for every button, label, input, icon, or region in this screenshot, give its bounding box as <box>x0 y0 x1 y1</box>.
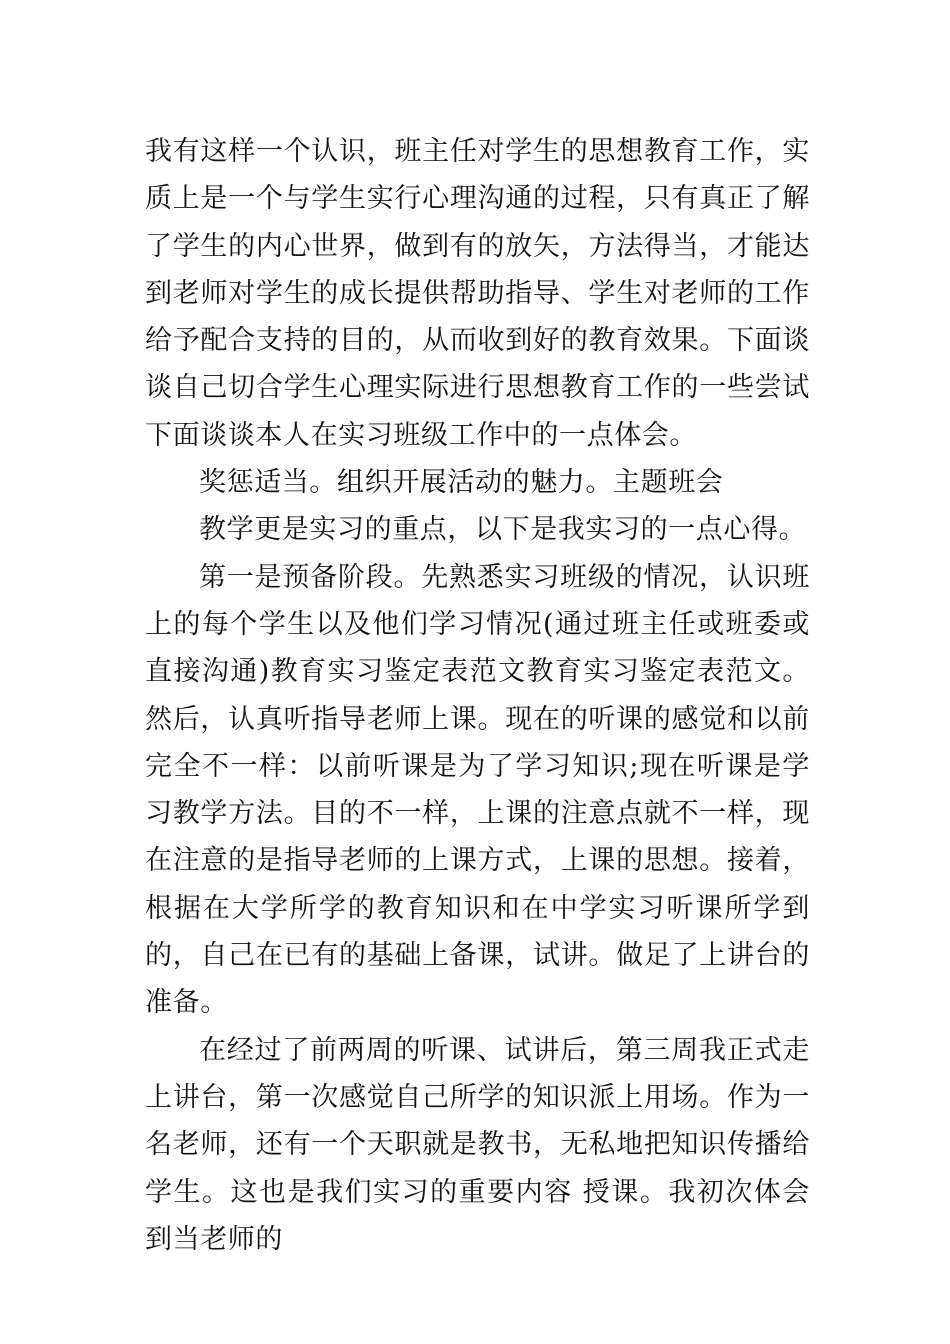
paragraph-5: 在经过了前两周的听课、试讲后，第三周我正式走上讲台，第一次感觉自己所学的知识派上用场。作为一名老师，还有一个天职就是教书，无私地把知识传播给学生。这也是我们实习的重要内容 授课。我初次体会到当老师的 <box>145 1034 810 1255</box>
paragraph-3: 教学更是实习的重点，以下是我实习的一点心得。 <box>199 514 807 546</box>
paragraph-1: 我有这样一个认识，班主任对学生的思想教育工作，实质上是一个与学生实行心理沟通的过程，只有真正了解了学生的内心世界，做到有的放矢，方法得当，才能达到老师对学生的成长提供帮助指导、学生对老师的工作给予配合支持的目的，从而收到好的教育效果。下面谈谈自己切合学生心理实际进行思想教育工作的一些尝试下面谈谈本人在实习班级工作中的一点体会。 <box>145 136 810 451</box>
paragraph-4: 第一是预备阶段。先熟悉实习班级的情况，认识班上的每个学生以及他们学习情况(通过班主任或班委或直接沟通)教育实习鉴定表范文教育实习鉴定表范文。然后，认真听指导老师上课。现在的听课的感觉和以前完全不一样：以前听课是为了学习知识;现在听课是学习教学方法。目的不一样，上课的注意点就不一样，现在注意的是指导老师的上课方式，上课的思想。接着，根据在大学所学的教育知识和在中学实习听课所学到的，自己在已有的基础上备课，试讲。做足了上讲台的准备。 <box>145 561 810 1019</box>
document-body <box>145 128 810 1263</box>
paragraph-2: 奖惩适当。组织开展活动的魅力。主题班会 <box>199 467 724 499</box>
